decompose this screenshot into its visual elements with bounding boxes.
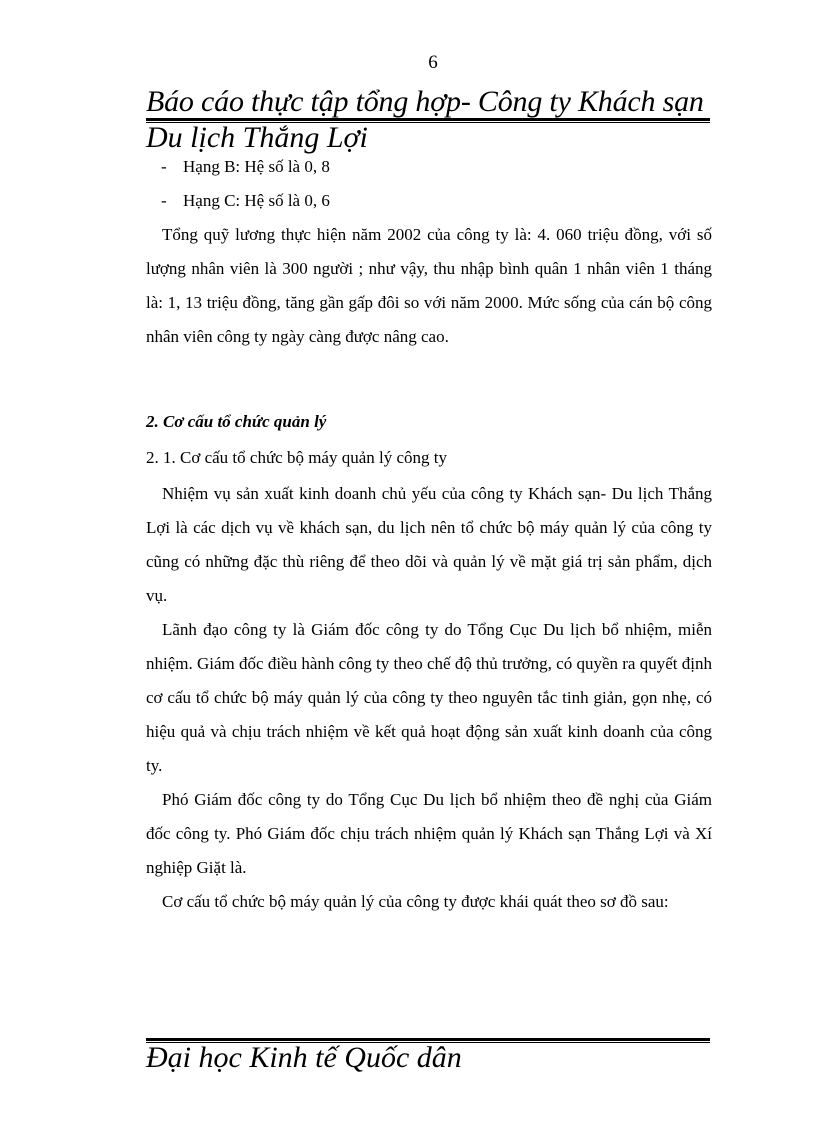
page-number: 6 bbox=[428, 52, 438, 73]
section-heading: 2. Cơ cấu tổ chức quản lý bbox=[146, 412, 327, 431]
paragraph-block-main bbox=[146, 477, 712, 919]
bullet-marker: - bbox=[161, 191, 167, 210]
list-item-text: Hạng C: Hệ số là 0, 6 bbox=[183, 191, 330, 210]
bullet-marker: - bbox=[161, 157, 167, 176]
paragraph: Nhiệm vụ sản xuất kinh doanh chủ yếu của công ty Khách sạn- Du lịch Thắng Lợi là các dịch vụ về khách sạn, du lịch nên tổ chức bộ máy quản lý của công ty cũng có những đặc thù riêng để theo dõi và quản lý về mặt giá trị sản phẩm, dịch vụ. bbox=[146, 484, 712, 605]
subsection-heading: 2. 1. Cơ cấu tổ chức bộ máy quản lý công ty bbox=[146, 448, 448, 467]
list-item-text: Hạng B: Hệ số là 0, 8 bbox=[183, 157, 330, 176]
paragraph-block-top bbox=[146, 218, 712, 354]
list-item bbox=[161, 154, 330, 180]
header-title: Báo cáo thực tập tổng hợp- Công ty Khách sạn bbox=[146, 85, 704, 118]
header-subtitle: Du lịch Thắng Lợi bbox=[146, 121, 368, 154]
paragraph: Lãnh đạo công ty là Giám đốc công ty do Tổng Cục Du lịch bổ nhiệm, miễn nhiệm. Giám đốc điều hành công ty theo chế độ thủ trưởng, có quyền ra quyết định cơ cấu tổ chức bộ máy quản lý của công ty theo nguyên tắc tinh giản, gọn nhẹ, có hiệu quả và chịu trách nhiệm về kết quả hoạt động sản xuất kinh doanh của công ty. bbox=[146, 620, 712, 775]
list-item bbox=[161, 188, 330, 214]
paragraph: Phó Giám đốc công ty do Tổng Cục Du lịch bổ nhiệm theo đề nghị của Giám đốc công ty. Phó Giám đốc chịu trách nhiệm quản lý Khách sạn Thắng Lợi và Xí nghiệp Giặt là. bbox=[146, 790, 712, 877]
footer-text: Đại học Kinh tế Quốc dân bbox=[146, 1041, 462, 1074]
paragraph: Cơ cấu tổ chức bộ máy quản lý của công ty được khái quát theo sơ đồ sau: bbox=[162, 892, 669, 911]
paragraph: Tổng quỹ lương thực hiện năm 2002 của công ty là: 4. 060 triệu đồng, với số lượng nhân viên là 300 người ; như vậy, thu nhập bình quân 1 nhân viên 1 tháng là: 1, 13 triệu đồng, tăng gần gấp đôi so với năm 2000. Mức sống của cán bộ công nhân viên công ty ngày càng được nâng cao. bbox=[146, 225, 712, 346]
